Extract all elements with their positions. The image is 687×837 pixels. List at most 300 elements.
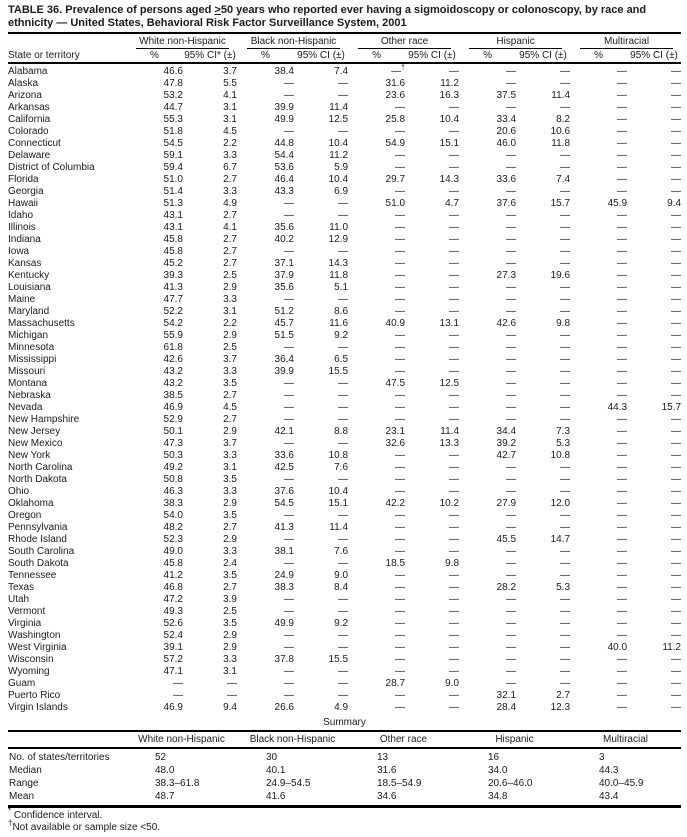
dagger-marker: † xyxy=(8,818,13,828)
state-name-cell: Georgia xyxy=(8,186,44,197)
table-row xyxy=(8,174,681,186)
ci-cell: 7.6 xyxy=(334,546,349,557)
percent-cell: — xyxy=(617,666,628,677)
percent-cell: — xyxy=(506,414,517,425)
percent-cell: — xyxy=(395,234,406,245)
state-name-cell: California xyxy=(8,114,51,125)
state-name-cell: Iowa xyxy=(8,246,30,257)
ci-cell: 12.9 xyxy=(328,234,349,245)
ci-cell: 9.8 xyxy=(445,558,460,569)
percent-cell: — xyxy=(284,294,294,305)
percent-cell: — xyxy=(506,162,517,173)
group-header-hispanic: Hispanic xyxy=(459,33,570,49)
state-name-cell: Oklahoma xyxy=(8,498,54,509)
state-name-cell: New York xyxy=(8,450,51,461)
state-name-cell: Virgin Islands xyxy=(8,702,68,713)
percent-cell: 45.8 xyxy=(163,246,183,257)
ci-cell: 4.9 xyxy=(223,198,237,209)
percent-cell: 51.5 xyxy=(274,330,294,341)
ci-cell: 7.6 xyxy=(334,462,349,473)
percent-cell: — xyxy=(395,402,406,413)
percent-cell: — xyxy=(506,186,517,197)
ci-cell: — xyxy=(560,570,571,581)
summary-value-cell: 16 xyxy=(488,752,500,763)
ci-cell: — xyxy=(338,630,349,641)
summary-value-cell: 3 xyxy=(599,752,605,763)
ci-cell: — xyxy=(560,486,571,497)
percent-cell: — xyxy=(284,678,294,689)
percent-cell: — xyxy=(617,306,628,317)
ci-cell: — xyxy=(449,642,460,653)
percent-cell: — xyxy=(506,678,517,689)
percent-cell: 39.3 xyxy=(163,270,183,281)
percent-cell: — xyxy=(284,534,294,545)
ci-cell: — xyxy=(671,558,682,569)
ci-cell: 6.5 xyxy=(334,354,349,365)
ci-cell: — xyxy=(449,702,460,713)
percent-cell: — xyxy=(284,438,294,449)
ci-cell: 3.5 xyxy=(223,474,237,485)
percent-cell: — xyxy=(506,378,517,389)
percent-cell: 54.5 xyxy=(274,498,294,509)
summary-column-other-race: Other race xyxy=(348,731,459,748)
ci-cell: 13.3 xyxy=(439,438,460,449)
ci-cell: — xyxy=(560,558,571,569)
ci-cell: — xyxy=(449,390,460,401)
ci-cell: 15.7 xyxy=(550,198,571,209)
percent-cell: — xyxy=(506,246,517,257)
percent-cell: 50.1 xyxy=(163,426,183,437)
percent-cell: 27.3 xyxy=(496,270,517,281)
ci-cell: — xyxy=(560,522,571,533)
percent-cell: 43.2 xyxy=(163,366,183,377)
percent-cell: — xyxy=(284,630,294,641)
state-name-cell: Utah xyxy=(8,594,30,605)
ci-cell: — xyxy=(338,474,349,485)
ci-cell: 2.9 xyxy=(223,330,237,341)
ci-cell: — xyxy=(449,126,460,137)
percent-cell: 51.0 xyxy=(163,174,183,185)
table-row xyxy=(8,438,681,450)
ci-cell: — xyxy=(338,510,349,521)
percent-cell: — xyxy=(617,450,628,461)
ci-cell: — xyxy=(560,234,571,245)
percent-cell: 55.3 xyxy=(163,114,183,125)
percent-cell: 49.0 xyxy=(163,546,183,557)
percent-cell: — xyxy=(617,282,628,293)
ci-cell: 4.5 xyxy=(223,402,237,413)
percent-cell: — xyxy=(395,486,406,497)
ci-cell: — xyxy=(671,294,682,305)
ci-cell: — xyxy=(449,666,460,677)
percent-cell: — xyxy=(617,246,628,257)
ci-cell: 10.8 xyxy=(550,450,571,461)
percent-cell: — xyxy=(506,654,517,665)
ci-column-header: 95% CI (±) xyxy=(405,49,459,63)
summary-value-cell: 44.3 xyxy=(599,765,619,776)
percent-cell: — xyxy=(395,162,406,173)
percent-cell: — xyxy=(395,642,406,653)
percent-cell: — xyxy=(506,402,517,413)
ci-cell: — xyxy=(560,606,571,617)
percent-cell: — xyxy=(395,570,406,581)
group-header-row xyxy=(8,33,681,49)
ci-cell: — xyxy=(560,654,571,665)
ci-cell: 15.5 xyxy=(328,366,349,377)
percent-cell: — xyxy=(617,150,628,161)
percent-cell: 42.2 xyxy=(385,498,406,509)
ci-cell: 3.9 xyxy=(223,594,237,605)
state-name-cell: South Carolina xyxy=(8,546,75,557)
percent-cell: — xyxy=(395,342,406,353)
ci-cell: — xyxy=(449,570,460,581)
percent-cell: 53.2 xyxy=(163,90,183,101)
table-row xyxy=(8,630,681,642)
ci-cell: — xyxy=(560,414,571,425)
percent-cell: 59.1 xyxy=(163,150,183,161)
state-name-cell: Alaska xyxy=(8,78,39,89)
percent-cell: — xyxy=(506,210,517,221)
ci-cell: 2.7 xyxy=(556,690,571,701)
ci-cell: — xyxy=(671,186,682,197)
table-row xyxy=(8,294,681,306)
ci-cell: 4.5 xyxy=(223,126,237,137)
ci-cell: — xyxy=(671,222,682,233)
state-name-cell: Missouri xyxy=(8,366,46,377)
state-name-cell: Oregon xyxy=(8,510,42,521)
percent-cell: — xyxy=(284,402,294,413)
ci-cell: — xyxy=(560,186,571,197)
ci-cell: — xyxy=(449,210,460,221)
percent-cell: 61.8 xyxy=(163,342,183,353)
ci-cell: 2.9 xyxy=(223,498,237,509)
percent-cell: — xyxy=(506,354,517,365)
percent-cell: 34.4 xyxy=(496,426,517,437)
percent-cell: — xyxy=(173,690,183,701)
percent-cell: 42.1 xyxy=(274,426,294,437)
ci-cell: — xyxy=(449,474,460,485)
summary-row-label: Mean xyxy=(9,791,35,802)
main-table-body xyxy=(8,63,681,714)
page-title xyxy=(8,4,681,30)
ci-cell: — xyxy=(671,414,682,425)
percent-cell: — xyxy=(617,558,628,569)
ci-cell: — xyxy=(560,678,571,689)
ci-cell: 2.7 xyxy=(223,234,237,245)
state-name-cell: Mississippi xyxy=(8,354,57,365)
ci-cell: 3.3 xyxy=(223,366,237,377)
ci-cell: — xyxy=(449,306,460,317)
ci-cell: — xyxy=(671,78,682,89)
ci-cell: 2.7 xyxy=(223,522,237,533)
table-row xyxy=(8,234,681,246)
state-name-cell: Idaho xyxy=(8,210,34,221)
ci-cell: — xyxy=(449,510,460,521)
table-row xyxy=(8,462,681,474)
ci-cell: 15.7 xyxy=(661,402,682,413)
ci-cell: — xyxy=(449,654,460,665)
ci-cell: — xyxy=(671,366,682,377)
ci-cell: — xyxy=(671,606,682,617)
title-suffix: 50 years who reported ever having a sigmoidoscopy or colonoscopy, by race and ethnicity — United States, Behavioral Risk Factor Surveillance System, 2001 xyxy=(8,4,647,29)
table-row xyxy=(8,402,681,414)
percent-cell: — xyxy=(617,486,628,497)
ci-cell: 8.8 xyxy=(334,426,349,437)
percent-cell: — xyxy=(506,234,517,245)
percent-cell: — xyxy=(617,186,628,197)
state-name-cell: Tennessee xyxy=(8,570,57,581)
table-row xyxy=(8,114,681,126)
ci-cell: — xyxy=(449,450,460,461)
ci-cell: 11.0 xyxy=(329,222,349,233)
percent-cell: — xyxy=(284,78,294,89)
summary-table-body xyxy=(8,748,681,807)
ci-cell: 3.3 xyxy=(223,186,237,197)
ci-cell: — xyxy=(671,438,682,449)
percent-cell: 23.6 xyxy=(385,90,406,101)
ci-cell: 6.7 xyxy=(223,162,237,173)
ci-cell: 2.9 xyxy=(223,642,237,653)
table-row xyxy=(8,450,681,462)
percent-cell: — xyxy=(506,462,517,473)
percent-cell: 33.4 xyxy=(496,114,517,125)
table-row xyxy=(8,570,681,582)
summary-header-row xyxy=(8,731,681,748)
ci-cell: — xyxy=(671,618,682,629)
ci-cell: — xyxy=(449,186,460,197)
percent-cell: 40.9 xyxy=(385,318,406,329)
percent-cell: — xyxy=(617,78,628,89)
ci-cell: 2.7 xyxy=(223,210,237,221)
percent-cell: 38.3 xyxy=(163,498,183,509)
ci-cell: 3.3 xyxy=(223,654,237,665)
ci-cell: — xyxy=(338,534,349,545)
table-row xyxy=(8,270,681,282)
state-name-cell: Arizona xyxy=(8,90,42,101)
percent-column-header: % xyxy=(459,49,516,63)
ci-cell: 3.1 xyxy=(223,666,237,677)
ci-cell: — xyxy=(449,342,460,353)
table-row xyxy=(8,534,681,546)
ci-cell: — xyxy=(560,462,571,473)
percent-cell: 44.8 xyxy=(274,138,294,149)
state-name-cell: Colorado xyxy=(8,126,49,137)
ci-cell: — xyxy=(449,414,460,425)
percent-cell: 45.9 xyxy=(607,198,628,209)
ci-cell: — xyxy=(338,342,349,353)
footnotes xyxy=(8,806,681,833)
ci-cell: — xyxy=(671,390,682,401)
ci-cell: — xyxy=(560,630,571,641)
state-name-cell: North Carolina xyxy=(8,462,73,473)
percent-cell: — xyxy=(284,342,294,353)
ci-cell: 11.4 xyxy=(551,90,571,101)
percent-cell: 27.9 xyxy=(496,498,517,509)
percent-cell: — xyxy=(395,354,406,365)
state-name-cell: Maine xyxy=(8,294,36,305)
percent-cell: 42.7 xyxy=(496,450,517,461)
percent-cell: — xyxy=(284,558,294,569)
ci-cell: 10.2 xyxy=(439,498,460,509)
table-row xyxy=(8,702,681,714)
percent-cell: — xyxy=(284,510,294,521)
ci-cell: — xyxy=(338,606,349,617)
percent-cell: 46.4 xyxy=(274,174,294,185)
ci-cell: — xyxy=(671,354,682,365)
percent-column-header: % xyxy=(348,49,405,63)
percent-cell: — xyxy=(395,654,406,665)
percent-cell: 47.8 xyxy=(163,78,183,89)
state-name-cell: Michigan xyxy=(8,330,49,341)
ci-cell: — xyxy=(671,450,682,461)
ci-cell: 10.6 xyxy=(550,126,571,137)
ci-cell: 3.1 xyxy=(223,306,237,317)
percent-cell: 59.4 xyxy=(163,162,183,173)
percent-cell: — xyxy=(617,678,628,689)
group-header-multiracial: Multiracial xyxy=(570,33,681,49)
ci-cell: — xyxy=(560,510,571,521)
ci-cell: 14.3 xyxy=(328,258,349,269)
table-row xyxy=(8,678,681,690)
summary-title: Summary xyxy=(323,717,366,728)
percent-cell: 51.3 xyxy=(163,198,183,209)
ci-cell: 15.5 xyxy=(328,654,349,665)
percent-cell: — xyxy=(395,282,406,293)
ci-cell: — xyxy=(449,402,460,413)
ci-cell: 2.7 xyxy=(223,582,237,593)
state-name-cell: Virginia xyxy=(8,618,42,629)
ci-cell: — xyxy=(671,150,682,161)
ci-cell: 10.8 xyxy=(328,450,349,461)
percent-cell: 52.2 xyxy=(163,306,183,317)
state-name-cell: Puerto Rico xyxy=(8,690,61,701)
ci-cell: — xyxy=(338,78,349,89)
percent-cell: 42.5 xyxy=(274,462,294,473)
ci-cell: — xyxy=(671,630,682,641)
percent-cell: — xyxy=(395,414,406,425)
summary-row xyxy=(8,790,681,807)
dagger-marker: † xyxy=(401,64,406,72)
percent-cell: 45.5 xyxy=(496,534,517,545)
table-row xyxy=(8,126,681,138)
percent-cell: 24.9 xyxy=(274,570,294,581)
percent-cell: 39.2 xyxy=(496,438,517,449)
table-row xyxy=(8,246,681,258)
percent-cell: — xyxy=(395,462,406,473)
table-row xyxy=(8,198,681,210)
ci-cell: 10.4 xyxy=(439,114,460,125)
ci-cell: — xyxy=(338,414,349,425)
ci-cell: 14.3 xyxy=(439,174,460,185)
percent-cell: 47.2 xyxy=(163,594,183,605)
ci-cell: — xyxy=(560,666,571,677)
percent-cell: 40.0 xyxy=(607,642,628,653)
ci-cell: — xyxy=(671,378,682,389)
ci-cell: — xyxy=(671,462,682,473)
state-name-cell: Wyoming xyxy=(8,666,50,677)
ci-cell: — xyxy=(338,438,349,449)
percent-cell: 46.0 xyxy=(496,138,517,149)
state-name-cell: Indiana xyxy=(8,234,41,245)
ci-cell: — xyxy=(338,666,349,677)
ci-cell: — xyxy=(671,174,682,185)
summary-value-cell: 34.6 xyxy=(377,791,397,802)
ci-cell: — xyxy=(449,66,460,77)
state-name-cell: Illinois xyxy=(8,222,36,233)
ci-cell: — xyxy=(671,342,682,353)
percent-cell: — xyxy=(617,594,628,605)
percent-cell: — xyxy=(284,126,294,137)
percent-cell: — xyxy=(284,90,294,101)
state-name-cell: North Dakota xyxy=(8,474,67,485)
percent-cell: 43.1 xyxy=(163,210,183,221)
percent-cell: — xyxy=(395,306,406,317)
percent-cell: — xyxy=(173,678,183,689)
percent-cell: 45.8 xyxy=(163,558,183,569)
ci-cell: 3.5 xyxy=(223,570,237,581)
ci-cell: — xyxy=(671,282,682,293)
summary-value-cell: 18.5–54.9 xyxy=(377,778,422,789)
percent-cell: — xyxy=(395,186,406,197)
percent-cell: — xyxy=(395,546,406,557)
ci-cell: — xyxy=(560,618,571,629)
summary-row xyxy=(8,748,681,764)
percent-cell: 23.1 xyxy=(385,426,406,437)
ci-cell: — xyxy=(560,66,571,77)
percent-cell: — xyxy=(506,510,517,521)
ci-cell: 2.2 xyxy=(223,318,237,329)
ci-cell: 2.4 xyxy=(223,558,237,569)
percent-cell: — xyxy=(395,126,406,137)
percent-cell: — xyxy=(617,474,628,485)
percent-cell: 51.8 xyxy=(163,126,183,137)
percent-cell: 38.3 xyxy=(274,582,294,593)
ci-cell: — xyxy=(449,102,460,113)
ci-cell: 11.8 xyxy=(551,138,571,149)
percent-cell: 44.7 xyxy=(163,102,183,113)
ci-cell: 4.7 xyxy=(445,198,460,209)
ci-cell: 3.7 xyxy=(223,438,237,449)
ci-column-header: 95% CI (±) xyxy=(516,49,570,63)
summary-value-cell: 38.3–61.8 xyxy=(155,778,200,789)
percent-cell: 35.6 xyxy=(274,222,294,233)
ci-cell: — xyxy=(671,678,682,689)
percent-cell: 49.3 xyxy=(163,606,183,617)
table-row xyxy=(8,366,681,378)
percent-cell: — xyxy=(617,114,628,125)
percent-cell: 51.2 xyxy=(274,306,294,317)
ci-cell: — xyxy=(671,690,682,701)
table-row xyxy=(8,210,681,222)
ci-cell: 3.1 xyxy=(223,114,237,125)
ci-cell: — xyxy=(671,162,682,173)
ci-cell: 11.4 xyxy=(329,102,349,113)
percent-cell: — xyxy=(617,222,628,233)
ci-cell: — xyxy=(338,198,349,209)
percent-cell: — xyxy=(395,474,406,485)
percent-cell: — xyxy=(284,390,294,401)
percent-cell: 46.6 xyxy=(163,66,183,77)
percent-cell: — xyxy=(395,522,406,533)
table-row xyxy=(8,558,681,570)
ci-cell: 11.6 xyxy=(329,318,349,329)
summary-value-cell: 43.4 xyxy=(599,791,619,802)
percent-cell: 57.2 xyxy=(163,654,183,665)
table-row xyxy=(8,522,681,534)
percent-cell: 55.9 xyxy=(163,330,183,341)
ci-cell: 15.1 xyxy=(328,498,349,509)
state-name-cell: South Dakota xyxy=(8,558,69,569)
